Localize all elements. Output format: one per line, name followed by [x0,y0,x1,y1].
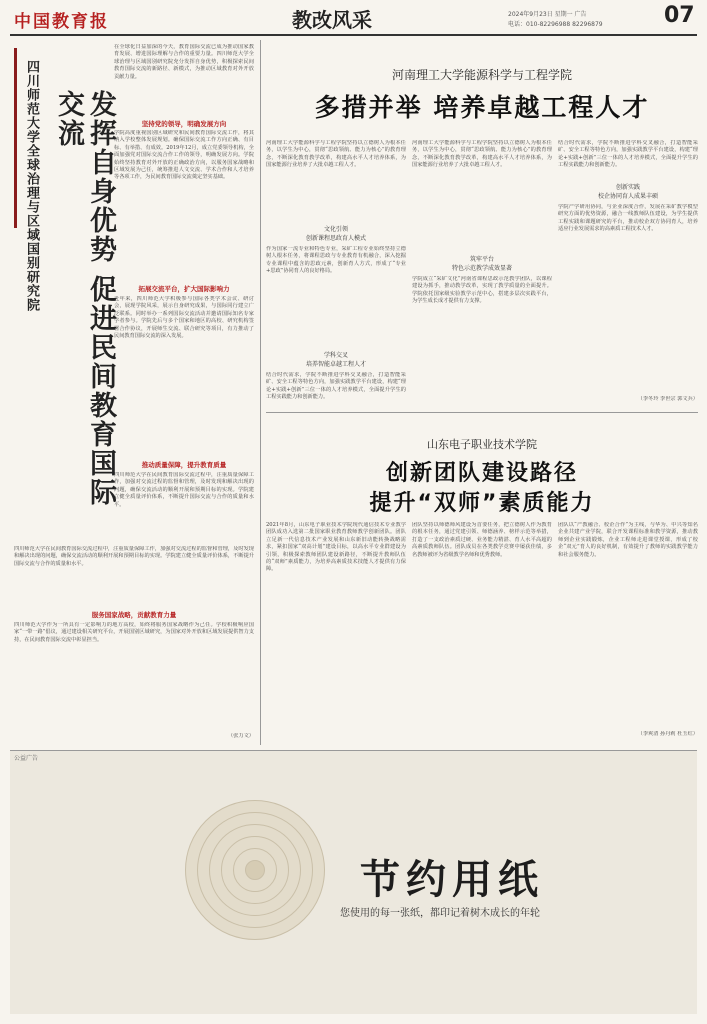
henan-section-body-4: 学院产学研用协同，与企业深度合作，发展在采矿教学模型研究方面的优势资源，融合一线教师队伍建设，为学生提供工程实践和课题研究的平台，推动校企双方协同育人，培养适应行业发展需求的高素质工程技术人才。 [558,204,698,233]
masthead-rule [10,34,697,36]
left-section-body-3-cont: 四川师范大学在民间教育国际交流过程中，注重质量保障工作，加强对交流过程的监督和管理，及时发现和解决出现的问题，确保交流活动的顺利开展和预期目标的实现。学院建立健全质量评价体系，不断提升国际交流与合作的质量和水平。 [14,546,254,567]
henan-section-heading-3: 筑牢平台 [469,256,494,263]
henan-byline: （李冬玲 李世宗 郭文兵） [637,396,698,402]
henan-col3-text: 结合时代需求，学院不断推进学科交叉融合，打造智能采矿、安全工程等特色方向，加强实践教学平台建设，构建“理论+实践+创新”三位一体的人才培养模式，全面提升学生的工程实践能力和创新能力。 [558,140,698,169]
ad-slogan: 您使用的每一张纸，都印记着树木成长的年轮 [340,908,540,919]
tree-rings-graphic [185,800,325,940]
left-section-heading-4: 服务国家战略，贡献教育力量 [91,611,177,619]
henan-section-body-1: 作为国家一流专业和特色专业，采矿工程专业始终坚持立德树人根本任务，将课程思政与专业教育有机融合，深入挖掘专业课程中蕴含的思政元素，创新育人方式，形成了“专业+思政”协同育人的良好格局。 [266,246,406,275]
henan-section-heading-4: 创新实践 [615,184,640,191]
henan-institution: 河南理工大学能源科学与工程学院 [391,68,572,82]
left-section-heading-1: 坚持党的领导，明确发展方向 [141,120,227,128]
henan-col2-text: 河南理工大学能源科学与工程学院坚持以立德树人为根本任务，以学生为中心，贯彻“思政领航、能力为核心”的教育理念，不断深化教育教学改革，构建高水平人才培养体系，为国家能源行业培养了大批卓越工程人才。 [412,140,552,169]
shandong-headline-2: 提升“双师”素质能力 [369,491,595,516]
left-section-heading-3: 推动质量保障，提升教育质量 [141,461,227,469]
henan-headline: 多措并举 培养卓越工程人才 [314,93,650,122]
left-section-body-4: 四川师范大学作为一所具有一定影响力的地方高校，始终将服务国家战略作为己任。学校积极响应国家“一带一路”倡议，通过建设相关研究平台，开展国别区域研究，为国家对外开放和区域发展提供智力支持，在民间教育国际交流中彰显担当。 [14,622,254,643]
henan-section-subheading-1: 创新课程思政育人模式 [305,235,366,242]
shandong-body-col3: 团队以“产教融合、校企合作”为主线，与华为、中兴等知名企业共建产业学院，联合开发课程标准和教学资源，推动教师到企业实践锻炼，企业工程师走进课堂授课，形成了校企“双元”育人的良好机制，有效提升了教师的实践教学能力和社会服务能力。 [558,522,698,558]
ad-headline: 节约用纸 [360,857,544,903]
left-article-kicker-bar [14,48,17,228]
shandong-institution: 山东电子职业技术学院 [427,438,537,451]
henan-section-subheading-3: 特色示范教学成效显著 [451,265,512,272]
shandong-headline-1: 创新团队建设路径 [385,461,578,486]
henan-intro: 河南理工大学能源科学与工程学院坚持以立德树人为根本任务，以学生为中心，贯彻“思政领航、能力为核心”的教育理念，不断深化教育教学改革，构建高水平人才培养体系，为国家能源行业培养了大批卓越工程人才。 [266,140,406,169]
ad-tag: 公益广告 [14,755,39,762]
henan-section-subheading-2: 培养智能卓越工程人才 [305,361,366,368]
column-divider [260,40,261,745]
henan-section-body-2: 结合时代需求，学院不断推进学科交叉融合，打造智能采矿、安全工程等特色方向，加强实践教学平台建设，构建“理论+实践+创新”三位一体的人才培养模式，全面提升学生的工程实践能力和创新能力。 [266,372,406,401]
left-article-intro: 在全球化日益加深的今天，教育国际交流已成为推动国家教育发展、增进国际理解与合作的重要力量。四川师范大学全球治理与区域国别研究院充分发挥自身优势，积极探索民间教育国际交流的新路径、新模式，为推动区域教育对外开放贡献力量。 [114,44,254,80]
contact-phone: 电话：010-82296988 82296879 [508,21,603,28]
left-article-byline: （张力文） [228,733,254,739]
issue-date: 2024年9月23日 星期一 广告 [508,11,587,18]
henan-section-subheading-4: 校企协同育人成果丰硕 [597,193,658,200]
henan-bottom-rule [266,412,698,413]
newspaper-logo: 中国教育报 [14,12,109,32]
ad-panel [10,750,697,1014]
section-title: 教改风采 [292,8,372,32]
left-section-body-3: 四川师范大学在民间教育国际交流过程中，注重质量保障工作，加强对交流过程的监督和管理，及时发现和解决出现的问题，确保交流活动的顺利开展和预期目标的实现。学院建立健全质量评价体系，不断提升国际交流与合作的质量和水平。 [114,472,254,508]
left-section-heading-2: 拓展交流平台，扩大国际影响力 [138,285,230,293]
henan-section-body-3: 学院成立“采矿文化”河南省课程思政示范教学团队，以课程建设为抓手，推动教学改革，实现了教学质量的全面提升。学院依托国家级实验教学示范中心，搭建多层次实践平台，为学生成长成才提供有力支撑。 [412,276,552,305]
henan-section-heading-1: 文化引领 [323,226,348,233]
shandong-body-col1: 2021年8月，山东电子职业技术学院现代通信技术专业教学团队成功入选第二批国家职业教育教师教学创新团队。团队立足新一代信息技术产业发展和山东新旧动能转换战略需求，紧扣国家“双高计划”建设目标，以高水平专业群建设为引领，积极探索教师团队建设新路径，不断提升教师队伍的“双师”素质能力，为培养高素质技术技能人才提供有力保障。 [266,522,406,573]
left-article-headline: 发挥自身优势 促进民间教育国际交流 [53,90,116,508]
page-number: 07 [664,3,695,28]
shandong-body-col2: 团队坚持以师德师风建设为首要任务，把立德树人作为教育的根本任务，通过党建引领、师德涵养、榜样示范等举措，打造了一支政治素质过硬、业务能力精湛、育人水平高超的高素质教师队伍。团队成员在各类教学竞赛中屡获佳绩，多名教师被评为省级教学名师和优秀教师。 [412,522,552,558]
left-section-body-1: 学院高度重视国别区域研究和民间教育国际交流工作，将其纳入学校整体发展规划。确保国际交流工作方向正确、有目标、有举措、有成效。2019年12月，成立党委领导机构，全面加强党对国际交流合作工作的领导，明确发展方向。学院始终坚持教育对外开放的正确政治方向，以服务国家战略和区域发展为己任，统筹推进人文交流、学术合作和人才培养等各项工作，为民间教育国际交流奠定坚实基础。 [114,130,254,181]
left-article-author: 四川师范大学全球治理与区域国别研究院 [24,60,39,312]
left-section-body-2: 近年来，四川师范大学积极参与国际各类学术会议、研讨会，展现学院风采，展示自身研究成果，与国际同行建立广泛联系。同时举办一系列国际交流活动并邀请国际知名专家学者参与。学院先后与多个国家和地区的高校、研究机构签署合作协议，开展师生交流、联合研究等项目，有力推动了民间教育国际交流的深入发展。 [114,296,254,340]
henan-section-heading-2: 学科交叉 [323,352,348,359]
shandong-byline: （李爽清 孙丹莉 杜玉红） [637,731,698,737]
